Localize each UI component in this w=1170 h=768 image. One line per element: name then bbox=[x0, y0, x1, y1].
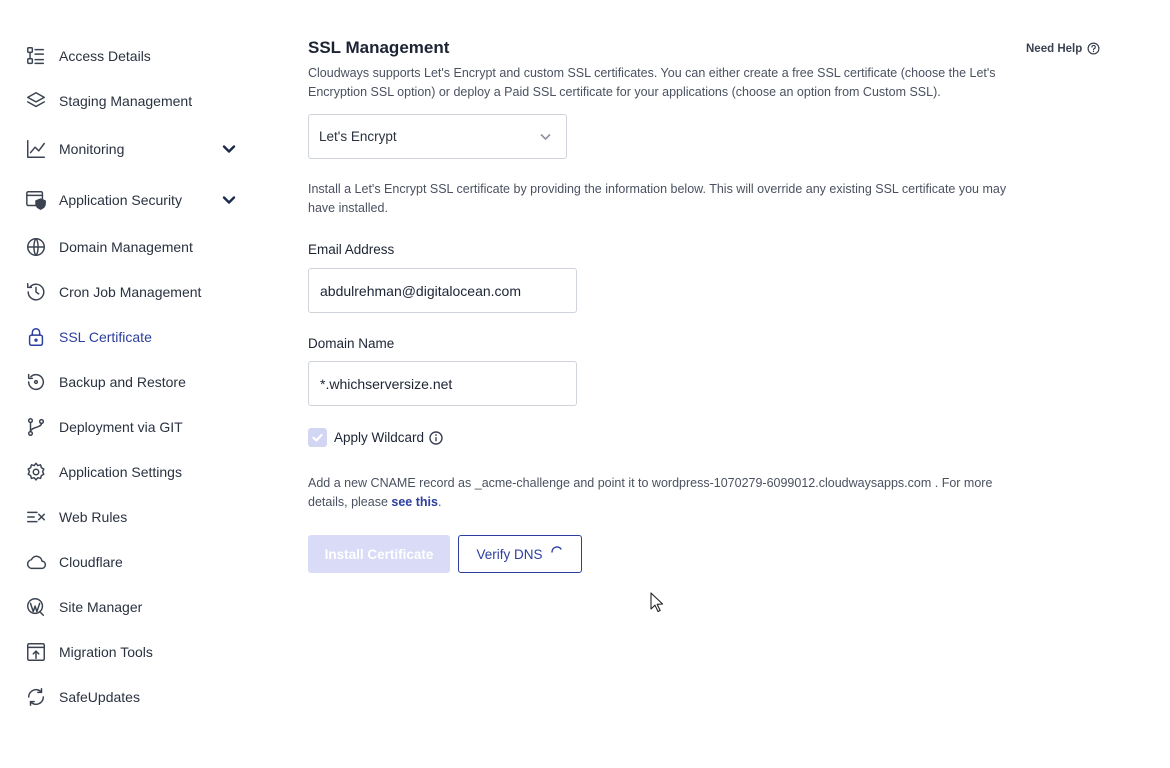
web-rules-icon bbox=[24, 505, 48, 529]
page-title: SSL Management bbox=[308, 38, 450, 57]
sidebar-item-label: Access Details bbox=[59, 48, 151, 64]
sidebar-item-label: Web Rules bbox=[59, 509, 128, 525]
apply-wildcard-checkbox[interactable] bbox=[308, 428, 327, 447]
install-certificate-button[interactable]: Install Certificate bbox=[308, 535, 450, 573]
access-details-icon bbox=[24, 44, 48, 68]
sidebar-item-label: Migration Tools bbox=[59, 644, 153, 660]
sidebar-item-safeupdates[interactable] bbox=[24, 682, 242, 712]
sidebar-item-deployment-via-git[interactable] bbox=[24, 412, 242, 442]
cloud-icon bbox=[24, 550, 48, 574]
sidebar-item-migration-tools[interactable] bbox=[24, 637, 242, 667]
sidebar-item-label: Deployment via GIT bbox=[59, 419, 183, 435]
history-clock-icon bbox=[24, 280, 48, 304]
sidebar-item-label: Backup and Restore bbox=[59, 374, 186, 390]
shield-window-icon bbox=[24, 188, 48, 212]
sidebar-item-staging-management[interactable] bbox=[24, 86, 242, 116]
sidebar-item-cron-job-management[interactable] bbox=[24, 277, 242, 307]
domain-name-field[interactable] bbox=[308, 361, 577, 406]
ssl-type-select[interactable] bbox=[308, 114, 567, 159]
checkmark-icon bbox=[311, 431, 324, 444]
apply-wildcard-row bbox=[308, 428, 443, 447]
cname-instructions bbox=[308, 474, 1028, 512]
sidebar-item-site-manager[interactable] bbox=[24, 592, 242, 622]
git-branch-icon bbox=[24, 415, 48, 439]
need-help-link[interactable] bbox=[1026, 42, 1100, 55]
cname-text: Add a new CNAME record as _acme-challenge and point it to wordpress-1070279-6099012.cloudwaysapps.com . For more details, please bbox=[308, 476, 993, 509]
sidebar-item-label: SSL Certificate bbox=[59, 329, 152, 345]
sidebar-item-label: Staging Management bbox=[59, 93, 193, 109]
mouse-cursor-icon bbox=[650, 592, 666, 614]
sidebar-item-application-settings[interactable] bbox=[24, 457, 242, 487]
sidebar-item-monitoring[interactable] bbox=[24, 134, 242, 164]
help-circle-icon bbox=[1087, 42, 1100, 55]
sidebar-item-label: Site Manager bbox=[59, 599, 143, 615]
sidebar-item-web-rules[interactable] bbox=[24, 502, 242, 532]
info-icon[interactable] bbox=[429, 431, 443, 445]
chart-line-icon bbox=[24, 137, 48, 161]
backup-restore-icon bbox=[24, 370, 48, 394]
sidebar-item-label: SafeUpdates bbox=[59, 689, 140, 705]
migration-upload-icon bbox=[24, 640, 48, 664]
gear-icon bbox=[24, 460, 48, 484]
sidebar-item-label: Monitoring bbox=[59, 141, 125, 157]
sidebar-item-label: Domain Management bbox=[59, 239, 193, 255]
chevron-down-icon[interactable] bbox=[222, 193, 236, 207]
sidebar-item-backup-and-restore[interactable] bbox=[24, 367, 242, 397]
email-label: Email Address bbox=[308, 242, 395, 257]
sidebar-item-label: Application Security bbox=[59, 192, 182, 208]
sidebar-item-label: Cloudflare bbox=[59, 554, 123, 570]
need-help-label: Need Help bbox=[1026, 42, 1083, 55]
wordpress-icon bbox=[24, 595, 48, 619]
loading-spinner-icon bbox=[550, 545, 564, 559]
sidebar-item-cloudflare[interactable] bbox=[24, 547, 242, 577]
domain-label: Domain Name bbox=[308, 336, 395, 351]
www-globe-icon bbox=[24, 235, 48, 259]
apply-wildcard-label: Apply Wildcard bbox=[334, 430, 425, 445]
sidebar-item-application-security[interactable] bbox=[24, 185, 242, 215]
chevron-down-icon[interactable] bbox=[222, 142, 236, 156]
chevron-down-icon bbox=[539, 130, 552, 143]
lock-icon bbox=[24, 325, 48, 349]
layers-icon bbox=[24, 89, 48, 113]
sidebar-item-access-details[interactable] bbox=[24, 41, 242, 71]
sidebar-item-domain-management[interactable] bbox=[24, 232, 242, 262]
verify-dns-button[interactable] bbox=[458, 535, 582, 573]
verify-dns-label: Verify DNS bbox=[476, 546, 543, 562]
install-info-text: Install a Let's Encrypt SSL certificate by providing the information below. This will override any existing SSL certificate you may have installed. bbox=[308, 182, 1007, 215]
refresh-icon bbox=[24, 685, 48, 709]
see-this-link[interactable]: see this bbox=[391, 495, 438, 509]
sidebar-item-ssl-certificate[interactable] bbox=[24, 322, 242, 352]
sidebar bbox=[0, 0, 270, 768]
sidebar-item-label: Cron Job Management bbox=[59, 284, 202, 300]
ssl-type-selected: Let's Encrypt bbox=[319, 129, 397, 144]
ssl-description: Cloudways supports Let's Encrypt and custom SSL certificates. You can either create a free SSL certificate (choose the Let's Encryption SSL option) or deploy a Paid SSL certificate for your applications (choose an option from Custom SSL). bbox=[308, 66, 996, 99]
cname-end: . bbox=[437, 495, 442, 509]
sidebar-item-label: Application Settings bbox=[59, 464, 182, 480]
email-field[interactable] bbox=[308, 268, 577, 313]
